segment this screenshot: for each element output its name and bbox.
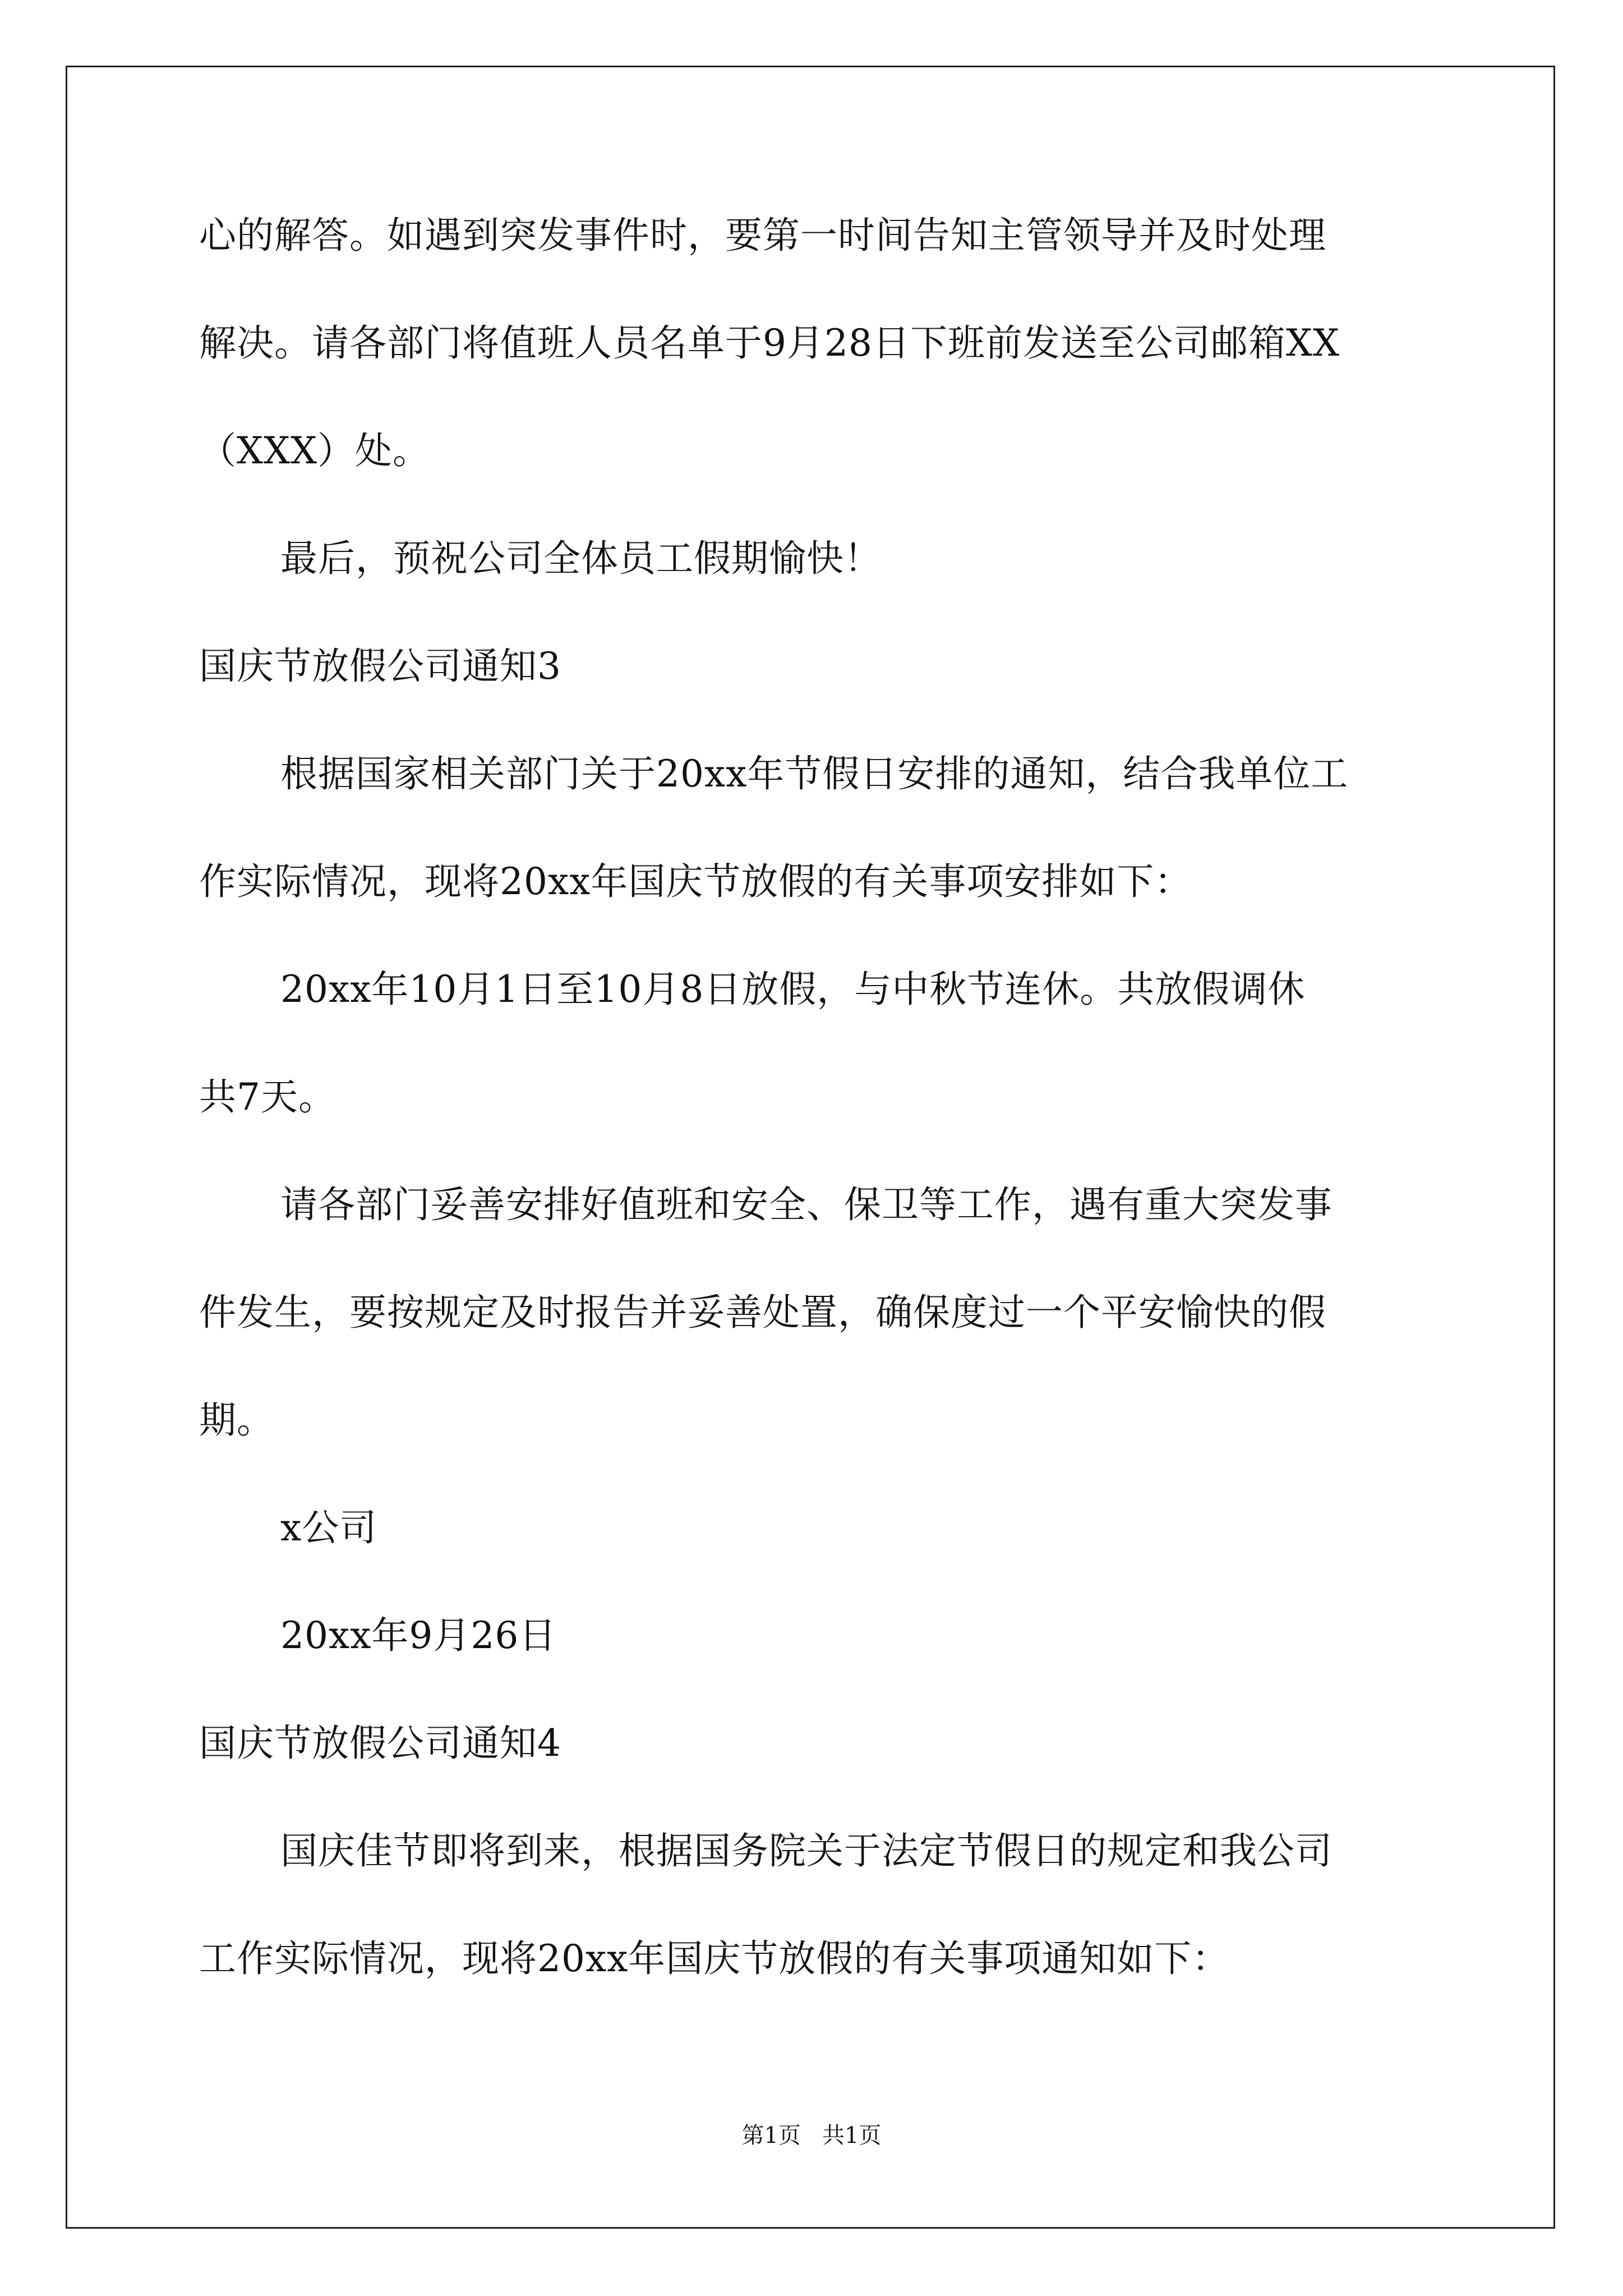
signature-date: 20xx年9月26日 xyxy=(280,1614,557,1657)
paragraph-line: （XXX）处。 xyxy=(199,429,430,472)
paragraph-line: 心的解答。如遇到突发事件时，要第一时间告知主管领导并及时处理 xyxy=(199,214,1326,257)
paragraph-line: 国庆佳节即将到来，根据国务院关于法定节假日的规定和我公司 xyxy=(280,1829,1332,1872)
section-heading: 国庆节放假公司通知3 xyxy=(199,645,561,688)
paragraph-line: 解决。请各部门将值班人员名单于9月28日下班前发送至公司邮箱XX xyxy=(199,321,1340,365)
paragraph-line: 工作实际情况，现将20xx年国庆节放假的有关事项通知如下： xyxy=(199,1937,1230,1980)
section-heading: 国庆节放假公司通知4 xyxy=(199,1722,561,1765)
paragraph-line: 件发生，要按规定及时报告并妥善处置，确保度过一个平安愉快的假 xyxy=(199,1291,1326,1334)
paragraph-line: 共7天。 xyxy=(199,1075,336,1119)
paragraph-line: 根据国家相关部门关于20xx年节假日安排的通知，结合我单位工 xyxy=(280,752,1349,795)
paragraph-line: 请各部门妥善安排好值班和安全、保卫等工作，遇有重大突发事 xyxy=(280,1183,1332,1226)
page-footer: 第1页 共1页 xyxy=(741,2123,882,2148)
paragraph-line: 最后，预祝公司全体员工假期愉快！ xyxy=(280,537,882,580)
signature-company: x公司 xyxy=(280,1506,377,1549)
page-border xyxy=(66,66,1555,2229)
paragraph-line: 期。 xyxy=(199,1398,274,1442)
paragraph-line: 20xx年10月1日至10月8日放假，与中秋节连休。共放假调休 xyxy=(280,968,1306,1011)
paragraph-line: 作实际情况，现将20xx年国庆节放假的有关事项安排如下： xyxy=(199,860,1192,903)
